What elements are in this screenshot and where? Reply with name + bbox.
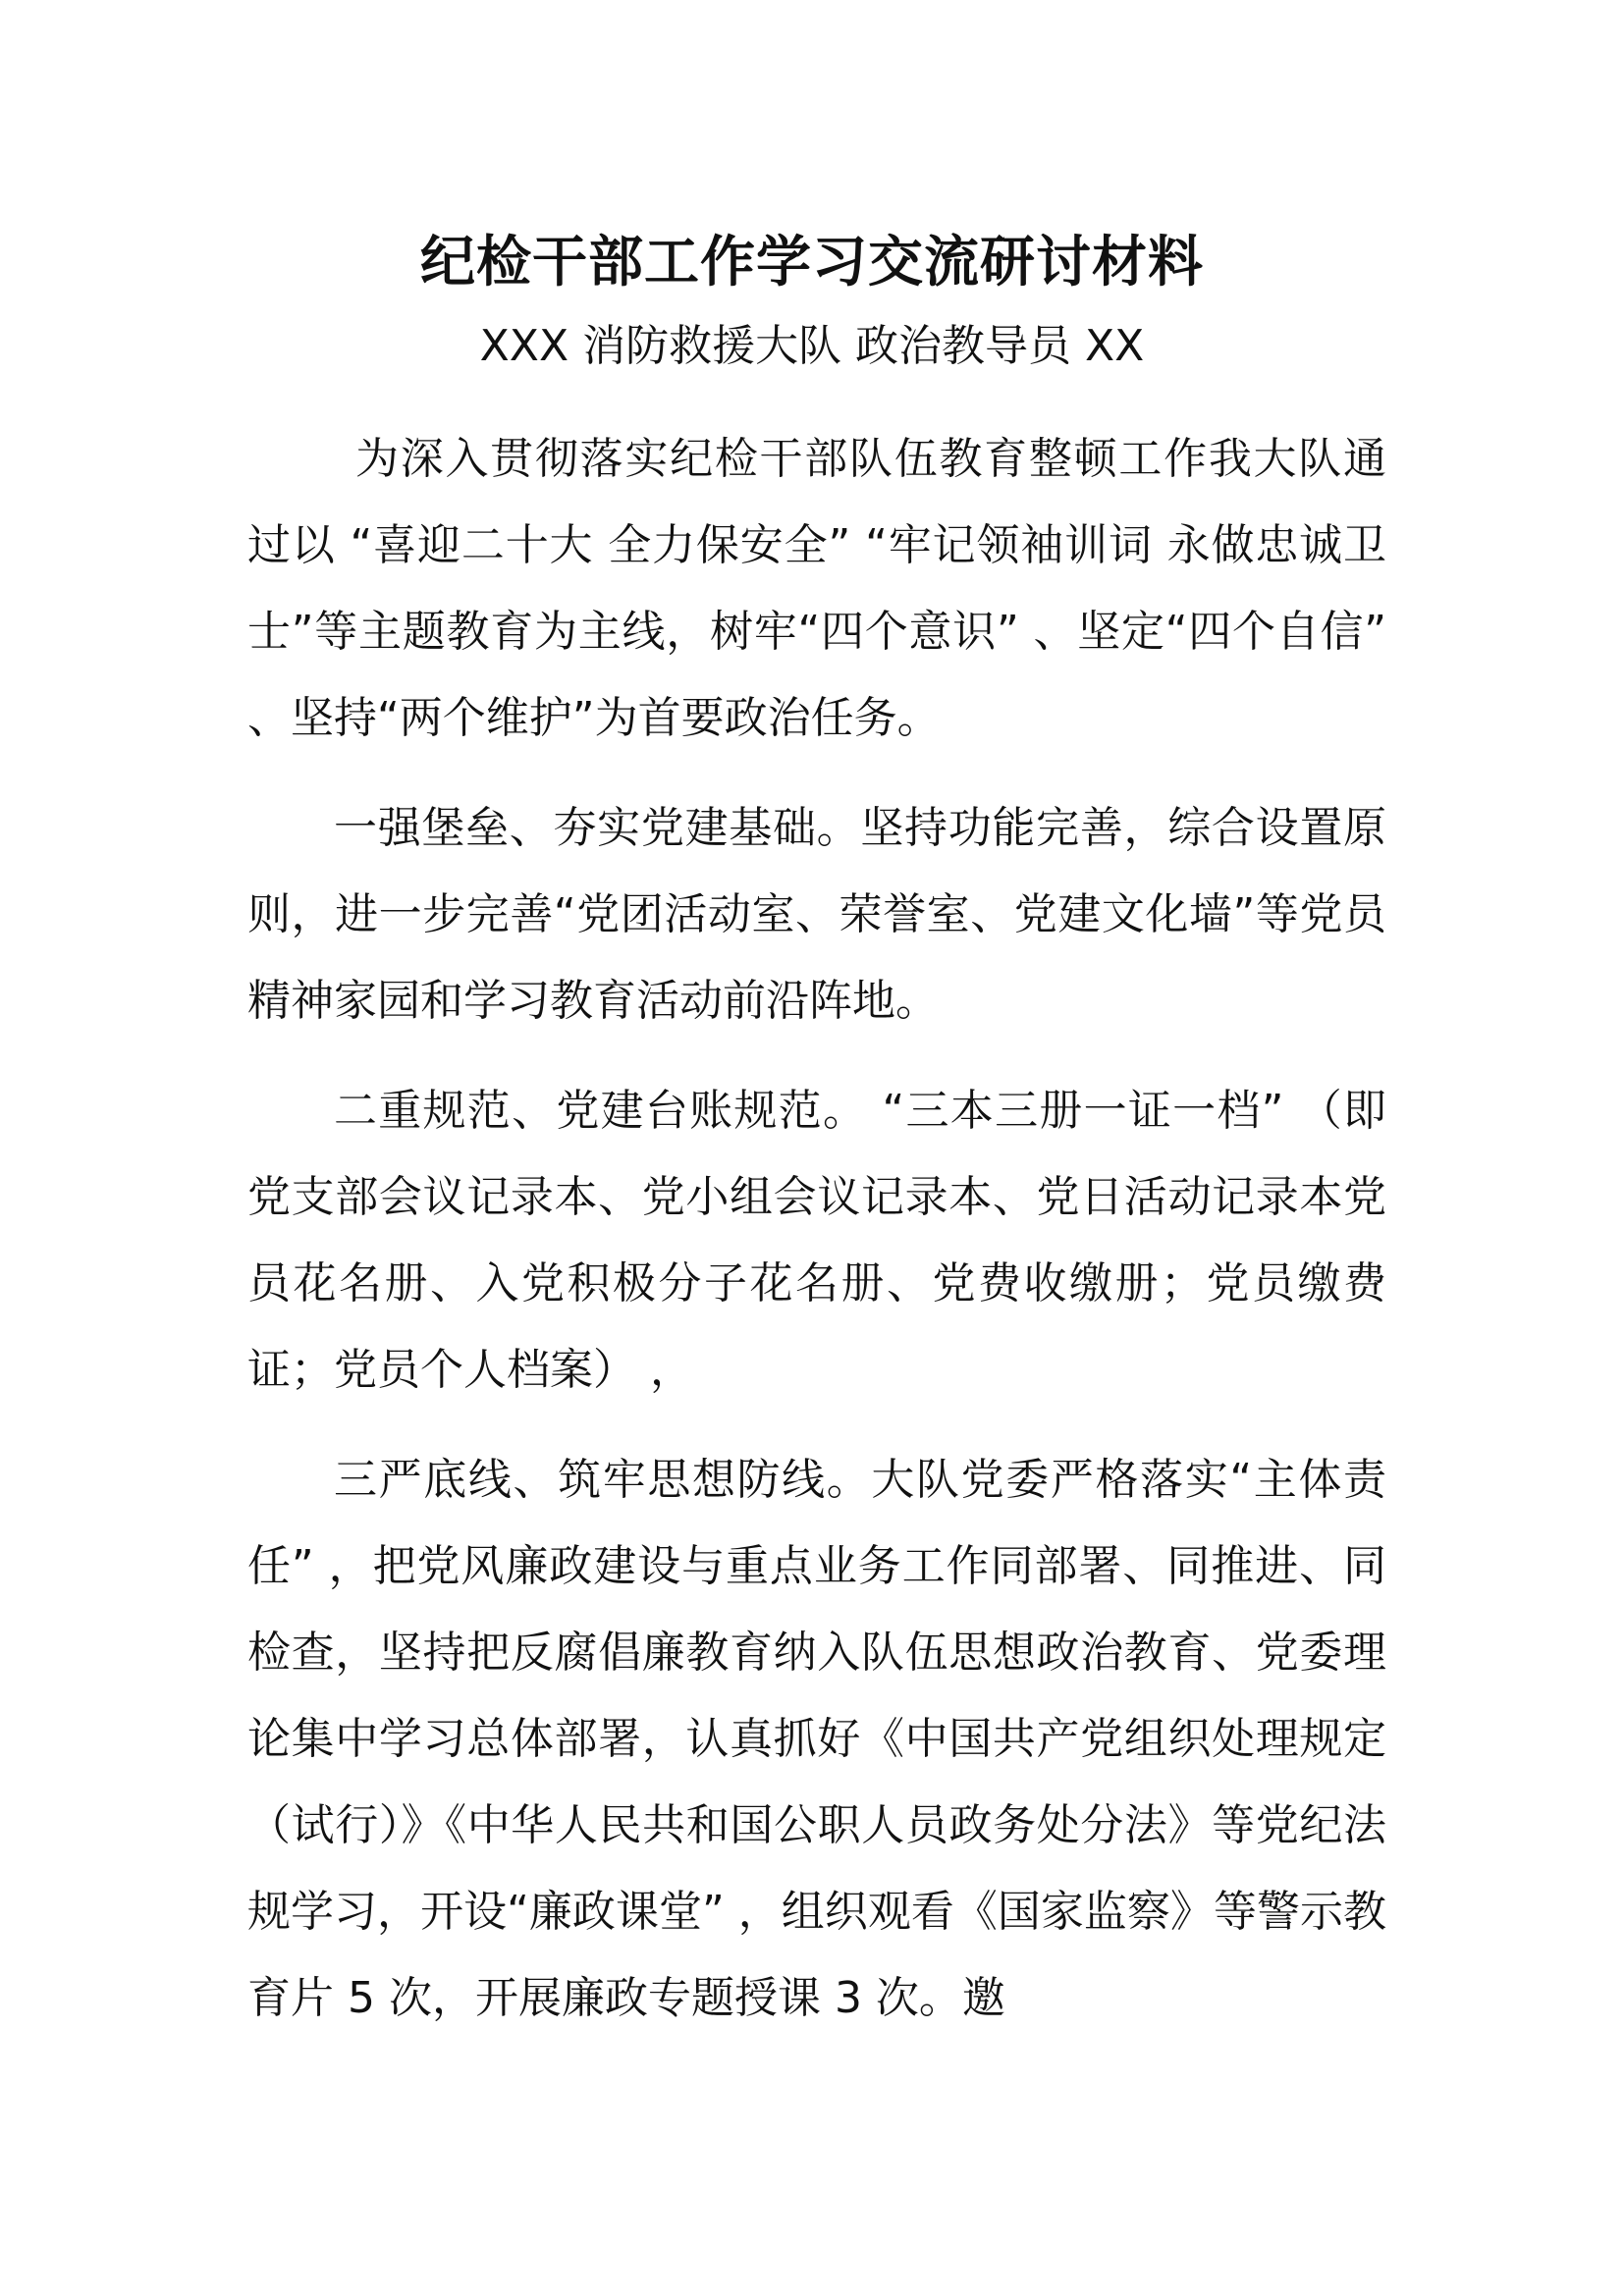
section-one-paragraph: 一强堡垒、夯实党建基础。坚持功能完善，综合设置原则，进一步完善“党团活动室、荣誉室、党建文化墙”等党员精神家园和学习教育活动前沿阵地。 [247,803,1386,1026]
section-three-paragraph: 三严底线、筑牢思想防线。大队党委严格落实“主体责任” ，把党风廉政建设与重点业务工作同部署、同推进、同检查，坚持把反腐倡廉教育纳入队伍思想政治教育、党委理论集中学习总体部署，认真抓好《中国共产党组织处理规定（试行）》《中华人民共和国公职人员政务处分法》等党纪法规学习，开设“廉政课堂” ，组织观看《国家监察》等警示教育片 5 次，开展廉政专题授课 3 次。邀 [247,1455,1386,2023]
intro-paragraph: 为深入贯彻落实纪检干部队伍教育整顿工作我大队通过以 “喜迎二十大 全力保安全” “牢记领袖训词 永做忠诚卫士”等主题教育为主线，树牢“四个意识” 、坚定“四个自信” 、坚持“两个维护”为首要政治任务。 [247,434,1386,743]
document-title: 纪检干部工作学习交流研讨材料 [420,231,1204,294]
section-two-paragraph: 二重规范、党建台账规范。 “三本三册一证一档” （即党支部会议记录本、党小组会议记录本、党日活动记录本党员花名册、入党积极分子花名册、党费收缴册；党员缴费证；党员个人档案） ， [247,1086,1386,1395]
document-byline: XXX 消防救援大队 政治教导员 XX [479,321,1145,371]
document-body [247,416,1386,2065]
